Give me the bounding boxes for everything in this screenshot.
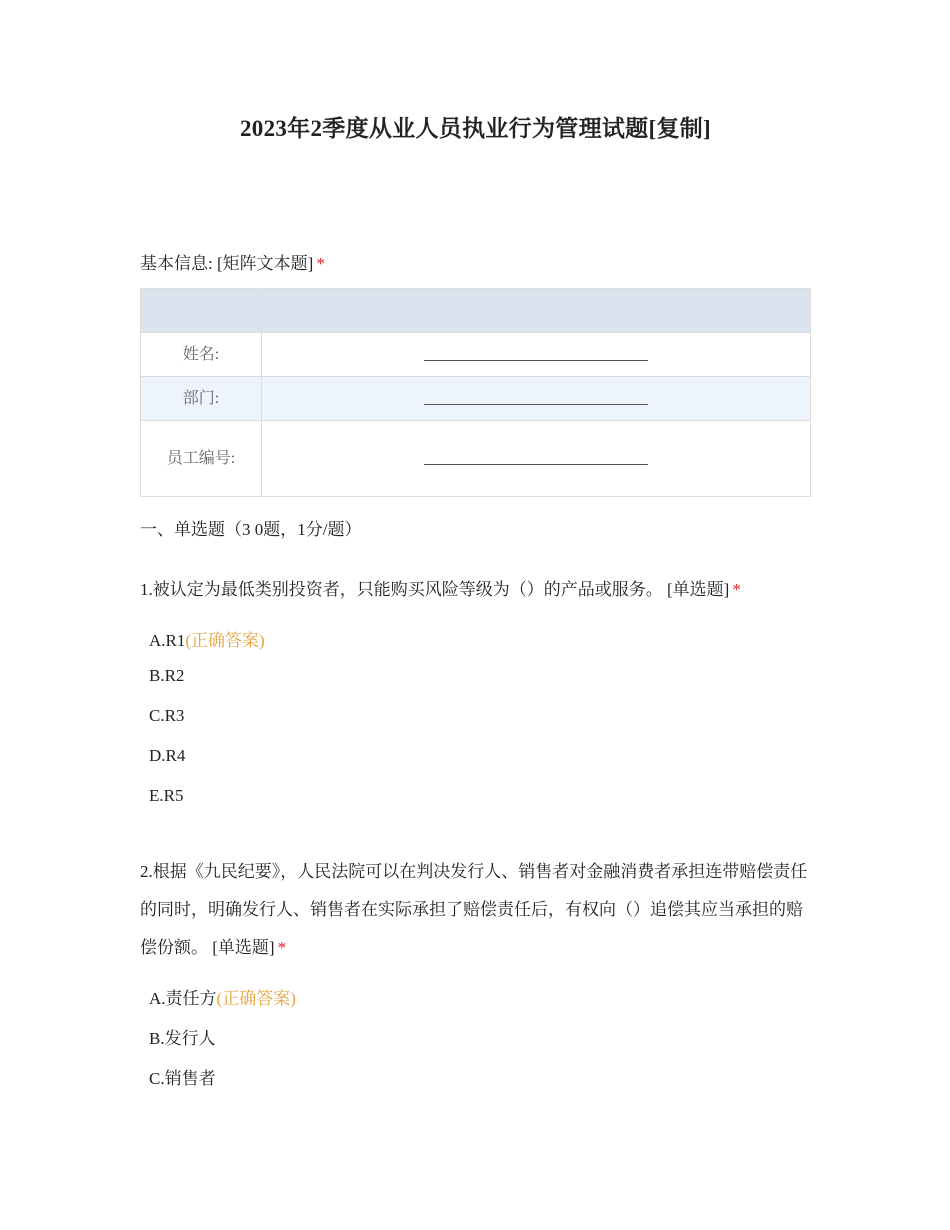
department-label: 部门: — [141, 377, 262, 421]
page-title: 2023年2季度从业人员执业行为管理试题[复制] — [239, 116, 712, 141]
name-label: 姓名: — [141, 333, 262, 377]
question-1-heading — [140, 571, 811, 609]
required-mark: * — [732, 580, 741, 599]
q2-option-a[interactable]: A.责任方(正确答案) — [149, 989, 296, 1008]
question-2-heading — [140, 853, 811, 967]
question-1-type-tag: [单选题] — [667, 580, 730, 599]
employee-id-field[interactable] — [262, 421, 811, 497]
matrix-header-row — [141, 289, 811, 333]
q2-option-b[interactable]: B.发行人 — [149, 1029, 216, 1048]
basic-info-label: 基本信息: — [140, 254, 213, 273]
section-title: 一、单选题（3 0题，1分/题） — [140, 520, 362, 539]
department-blank-line — [424, 404, 648, 405]
q2-option-c[interactable]: C.销售者 — [149, 1069, 216, 1088]
q1-option-e[interactable]: E.R5 — [149, 786, 184, 805]
basic-info-matrix — [140, 288, 811, 497]
q1-option-b[interactable]: B.R2 — [149, 666, 185, 685]
basic-info-type-tag: [矩阵文本题] — [216, 254, 314, 273]
correct-answer-tag: (正确答案) — [185, 631, 265, 650]
employee-id-blank-line — [424, 464, 648, 465]
q1-option-a[interactable]: A.R1(正确答案) — [149, 631, 265, 650]
name-field[interactable] — [262, 333, 811, 377]
question-2-text: 2.根据《九民纪要》，人民法院可以在判决发行人、销售者对金融消费者承担连带赔偿责任的同时，明确发行人、销售者在实际承担了赔偿责任后，有权向（）追偿其应当承担的赔偿份额。 — [140, 862, 808, 957]
name-blank-line — [424, 360, 648, 361]
matrix-row-name — [141, 333, 811, 377]
question-1-text: 1.被认定为最低类别投资者，只能购买风险等级为（）的产品或服务。 — [140, 580, 663, 599]
correct-answer-tag: (正确答案) — [216, 989, 296, 1008]
matrix-row-employee-id — [141, 421, 811, 497]
matrix-row-department — [141, 377, 811, 421]
q1-option-c[interactable]: C.R3 — [149, 706, 185, 725]
basic-info-heading — [140, 245, 811, 283]
department-field[interactable] — [262, 377, 811, 421]
employee-id-label: 员工编号: — [141, 421, 262, 497]
q1-option-d[interactable]: D.R4 — [149, 746, 186, 765]
question-2-type-tag: [单选题] — [212, 938, 275, 957]
required-mark: * — [277, 938, 287, 957]
required-mark: * — [316, 254, 325, 273]
